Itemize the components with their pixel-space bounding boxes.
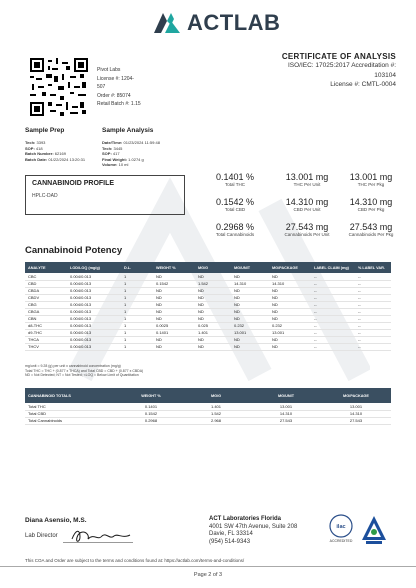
- note-line: ND = Not Detected; NT = Not Tested; <LOQ = Below Limit of Quantitation: [25, 373, 139, 378]
- potency-cell: 0.004/0.013: [67, 315, 121, 322]
- client-license: License #: 1204-: [97, 75, 134, 82]
- potency-cell: 0.1542: [153, 280, 195, 287]
- potency-cell: --: [311, 280, 355, 287]
- potency-row: [25, 315, 391, 322]
- potency-cell: --: [355, 301, 391, 308]
- potency-cell: ND: [195, 343, 231, 350]
- sample-prep-row: SOP: 418: [25, 145, 43, 151]
- note-line: mg/unit = 9.28 (g) per unit x cannabinoid concentration (mg/g): [25, 364, 121, 368]
- potency-cell: ND: [153, 336, 195, 343]
- potency-cell: 0.004/0.013: [67, 308, 121, 315]
- totals-header-row: [25, 388, 391, 403]
- potency-cell: 1: [121, 322, 153, 329]
- potency-row: [25, 329, 391, 336]
- potency-cell: CBGA: [25, 308, 67, 315]
- client-order: Order #: 85074: [97, 92, 131, 99]
- client-retail-batch: Retail Batch #: 1.15: [97, 101, 141, 107]
- potency-cell: ND: [269, 315, 311, 322]
- ilac-mra-badge-icon: [329, 514, 353, 538]
- col-lod-loq: LOD/LOQ (mg/g): [67, 262, 121, 273]
- potency-cell: CBD: [25, 280, 67, 287]
- potency-cell: 1: [121, 329, 153, 336]
- potency-cell: CBC: [25, 273, 67, 280]
- potency-cell: --: [311, 308, 355, 315]
- potency-cell: ND: [195, 301, 231, 308]
- potency-cell: ND: [231, 336, 269, 343]
- potency-cell: CBDV: [25, 294, 67, 301]
- totals-cell: Total Cannabinoids: [25, 417, 121, 424]
- footer-divider: [0, 566, 416, 567]
- potency-cell: ND: [231, 301, 269, 308]
- potency-cell: --: [355, 315, 391, 322]
- potency-cell: CBG: [25, 301, 67, 308]
- summary-total-thc: 0.1401 % Total THC: [215, 172, 255, 187]
- potency-cell: 0.025: [195, 322, 231, 329]
- potency-cell: ND: [269, 301, 311, 308]
- totals-row: [25, 403, 391, 410]
- sample-analysis-row: Tech: 3445: [102, 145, 123, 151]
- potency-cell: ND: [231, 308, 269, 315]
- sample-analysis-row: SOP: 417: [102, 151, 120, 157]
- potency-cell: --: [355, 280, 391, 287]
- potency-cell: --: [355, 308, 391, 315]
- col-mg-unit: MG/UNIT: [231, 262, 269, 273]
- potency-cell: 0.004/0.013: [67, 343, 121, 350]
- summary-total-cannabinoids: 0.2968 % Total Cannabinoids: [215, 222, 255, 237]
- potency-cell: 0.004/0.013: [67, 329, 121, 336]
- col-mg-package: MG/PACKAGE: [269, 262, 311, 273]
- potency-cell: ND: [153, 294, 195, 301]
- col-analyte: ANALYTE: [25, 262, 67, 273]
- potency-cell: --: [355, 322, 391, 329]
- potency-cell: ND: [153, 287, 195, 294]
- potency-notes: [25, 364, 143, 378]
- svg-text:ilac: ilac: [336, 524, 346, 530]
- potency-row: [25, 343, 391, 350]
- potency-cell: 0.004/0.013: [67, 301, 121, 308]
- potency-cell: 0.004/0.013: [67, 273, 121, 280]
- potency-cell: 0.232: [269, 322, 311, 329]
- col-weight: WEIGHT %: [153, 262, 195, 273]
- lab-name: ACT Laboratories Florida: [209, 516, 282, 522]
- potency-cell: 1.542: [195, 280, 231, 287]
- potency-cell: --: [355, 336, 391, 343]
- lab-info: [209, 516, 297, 546]
- totals-cell: 1.401: [181, 403, 251, 410]
- brand-name: ACTLAB: [187, 10, 281, 35]
- col-dl: D.L.: [121, 262, 153, 273]
- totals-cell: 2.968: [181, 417, 251, 424]
- potency-cell: 0.004/0.013: [67, 336, 121, 343]
- col-totals-weight: WEIGHT %: [121, 388, 181, 403]
- totals-cell: 0.2968: [121, 417, 181, 424]
- potency-row: [25, 294, 391, 301]
- potency-cell: --: [311, 301, 355, 308]
- potency-cell: 0.004/0.013: [67, 280, 121, 287]
- potency-cell: ND: [231, 315, 269, 322]
- sample-analysis-details: [102, 140, 160, 168]
- potency-cell: 13.001: [269, 329, 311, 336]
- potency-row: [25, 322, 391, 329]
- potency-cell: ND: [195, 273, 231, 280]
- potency-cell: 0.004/0.013: [67, 287, 121, 294]
- sample-prep-details: [25, 140, 85, 162]
- summary-thc-per-unit: 13.001 mg THC Per Unit: [285, 172, 329, 187]
- potency-cell: 1: [121, 273, 153, 280]
- potency-row: [25, 280, 391, 287]
- potency-cell: --: [311, 343, 355, 350]
- potency-cell: THCA: [25, 336, 67, 343]
- col-label-var: % LABEL VAR.: [355, 262, 391, 273]
- totals-cell: 13.001: [251, 403, 321, 410]
- potency-cell: ND: [153, 273, 195, 280]
- potency-cell: ND: [231, 294, 269, 301]
- potency-cell: 0.004/0.013: [67, 294, 121, 301]
- totals-cell: 1.542: [181, 410, 251, 417]
- potency-cell: ND: [195, 294, 231, 301]
- signature-line: [63, 542, 133, 543]
- potency-row: [25, 273, 391, 280]
- potency-cell: --: [311, 273, 355, 280]
- client-info: [97, 66, 141, 109]
- potency-row: [25, 287, 391, 294]
- profile-title: CANNABINOID PROFILE: [32, 180, 115, 187]
- potency-cell: 14.310: [269, 280, 311, 287]
- potency-cell: ND: [153, 315, 195, 322]
- potency-cell: THCV: [25, 343, 67, 350]
- potency-cell: --: [355, 329, 391, 336]
- director-name: Diana Asensio, M.S.: [25, 517, 87, 524]
- summary-total-cbd: 0.1542 % Total CBD: [215, 197, 255, 212]
- potency-cell: 0.0025: [153, 322, 195, 329]
- totals-cell: 27.543: [321, 417, 391, 424]
- potency-cell: 0.1401: [153, 329, 195, 336]
- qr-code: [30, 58, 88, 116]
- potency-row: [25, 336, 391, 343]
- potency-cell: ND: [269, 343, 311, 350]
- col-totals-mg-g: MG/G: [181, 388, 251, 403]
- brand-logo: [152, 10, 280, 36]
- totals-cell: 0.1542: [121, 410, 181, 417]
- potency-header-row: [25, 262, 391, 273]
- potency-cell: --: [355, 343, 391, 350]
- terms-disclaimer: This COA and Order are subject to the terms and conditions found at: https://actlab.com/terms-and-conditions/: [25, 558, 245, 563]
- potency-cell: ND: [195, 308, 231, 315]
- sample-prep-row: Batch Number: 62169: [25, 151, 66, 157]
- potency-cell: 14.310: [231, 280, 269, 287]
- potency-cell: ND: [231, 343, 269, 350]
- sample-prep-heading: Sample Prep: [25, 127, 65, 134]
- potency-cell: ND: [269, 287, 311, 294]
- page-number: Page 2 of 3: [193, 572, 223, 578]
- totals-row: [25, 410, 391, 417]
- potency-cell: 1: [121, 308, 153, 315]
- potency-cell: ND: [269, 273, 311, 280]
- totals-cell: Total CBD: [25, 410, 121, 417]
- potency-cell: 1: [121, 315, 153, 322]
- client-license-cont: 507: [97, 84, 106, 90]
- totals-cell: 27.543: [251, 417, 321, 424]
- coa-iso: ISO/IEC: 17025:2017 Accreditation #:: [287, 62, 396, 69]
- potency-cell: 1: [121, 287, 153, 294]
- director-role: Lab Director: [25, 533, 58, 539]
- actlab-mark-icon: [152, 11, 182, 35]
- potency-cell: --: [311, 329, 355, 336]
- col-totals-mg-package: MG/PACKAGE: [321, 388, 391, 403]
- potency-cell: d8-THC: [25, 322, 67, 329]
- potency-cell: 1: [121, 280, 153, 287]
- totals-table: [25, 388, 391, 425]
- col-totals-mg-unit: MG/UNIT: [251, 388, 321, 403]
- profile-method: HPLC-DAD: [32, 193, 58, 199]
- potency-cell: --: [311, 336, 355, 343]
- cannabinoid-profile-box: [25, 175, 185, 215]
- coa-title: CERTIFICATE OF ANALYSIS: [281, 52, 396, 61]
- totals-cell: Total THC: [25, 403, 121, 410]
- col-mg-g: MG/G: [195, 262, 231, 273]
- potency-cell: 1: [121, 343, 153, 350]
- potency-cell: --: [311, 322, 355, 329]
- potency-cell: CBN: [25, 315, 67, 322]
- potency-cell: --: [355, 273, 391, 280]
- potency-cell: d9-THC: [25, 329, 67, 336]
- potency-cell: ND: [153, 343, 195, 350]
- pjla-accreditation-icon: [360, 514, 388, 546]
- summary-cannabinoids-per-pkg: 27.543 mg Cannabinoids Per Pkg: [348, 222, 394, 237]
- potency-cell: ND: [231, 273, 269, 280]
- sample-analysis-heading: Sample Analysis: [102, 127, 154, 134]
- col-label-claim: LABEL CLAIM (mg): [311, 262, 355, 273]
- sample-analysis-row: Final Weight: 1.0274 g: [102, 156, 144, 162]
- lab-address-1: 4001 SW 47th Avenue, Suite 208: [209, 523, 298, 530]
- potency-cell: 1: [121, 301, 153, 308]
- totals-row: [25, 417, 391, 424]
- potency-cell: 0.232: [231, 322, 269, 329]
- client-name: Pivot Labs: [97, 67, 121, 73]
- potency-cell: ND: [269, 336, 311, 343]
- potency-cell: 1.401: [195, 329, 231, 336]
- lab-phone: (954) 514-9343: [209, 538, 251, 545]
- sample-analysis-row: Date/Time: 01/23/2024 11:59:48: [102, 140, 160, 145]
- potency-title: Cannabinoid Potency: [25, 245, 123, 256]
- potency-cell: CBDA: [25, 287, 67, 294]
- potency-cell: --: [355, 294, 391, 301]
- potency-cell: ND: [195, 287, 231, 294]
- summary-cannabinoids-per-unit: 27.543 mg Cannabinoids Per Unit: [284, 222, 330, 237]
- coa-header: [282, 52, 396, 90]
- summary-thc-per-pkg: 13.001 mg THC Per Pkg: [349, 172, 393, 187]
- potency-cell: ND: [269, 308, 311, 315]
- potency-cell: 13.001: [231, 329, 269, 336]
- summary-cbd-per-pkg: 14.310 mg CBD Per Pkg: [349, 197, 393, 212]
- totals-cell: 14.310: [321, 410, 391, 417]
- accredited-label: ACCREDITED: [329, 539, 353, 543]
- coa-license: License #: CMTL-0004: [330, 81, 396, 88]
- potency-cell: --: [311, 287, 355, 294]
- sample-prep-row: Batch Date: 01/22/2024 13:20:31: [25, 156, 86, 162]
- totals-cell: 14.310: [251, 410, 321, 417]
- potency-row: [25, 301, 391, 308]
- potency-cell: 1: [121, 336, 153, 343]
- potency-cell: --: [311, 294, 355, 301]
- lab-address-2: Davie, FL 33314: [209, 531, 253, 537]
- potency-cell: --: [355, 287, 391, 294]
- summary-cbd-per-unit: 14.310 mg CBD Per Unit: [285, 197, 329, 212]
- coa-accreditation-number: 103104: [374, 71, 396, 79]
- note-line: Total THC = THC + (0.877 x THCA) and Total CBD = CBD + (0.877 x CBDA): [25, 368, 144, 373]
- potency-cell: ND: [269, 294, 311, 301]
- totals-cell: 0.1401: [121, 403, 181, 410]
- sample-analysis-row: Volume: 10 ml: [102, 162, 129, 168]
- potency-cell: ND: [231, 287, 269, 294]
- potency-cell: ND: [195, 315, 231, 322]
- potency-cell: ND: [195, 336, 231, 343]
- col-cannabinoid-totals: CANNABINOID TOTALS: [25, 388, 121, 403]
- potency-cell: --: [311, 315, 355, 322]
- potency-cell: ND: [153, 301, 195, 308]
- potency-row: [25, 308, 391, 315]
- potency-cell: 1: [121, 294, 153, 301]
- potency-cell: 0.004/0.013: [67, 322, 121, 329]
- sample-prep-row: Tech: 3393: [25, 140, 46, 145]
- potency-cell: ND: [153, 308, 195, 315]
- totals-cell: 13.001: [321, 403, 391, 410]
- potency-table: [25, 262, 391, 351]
